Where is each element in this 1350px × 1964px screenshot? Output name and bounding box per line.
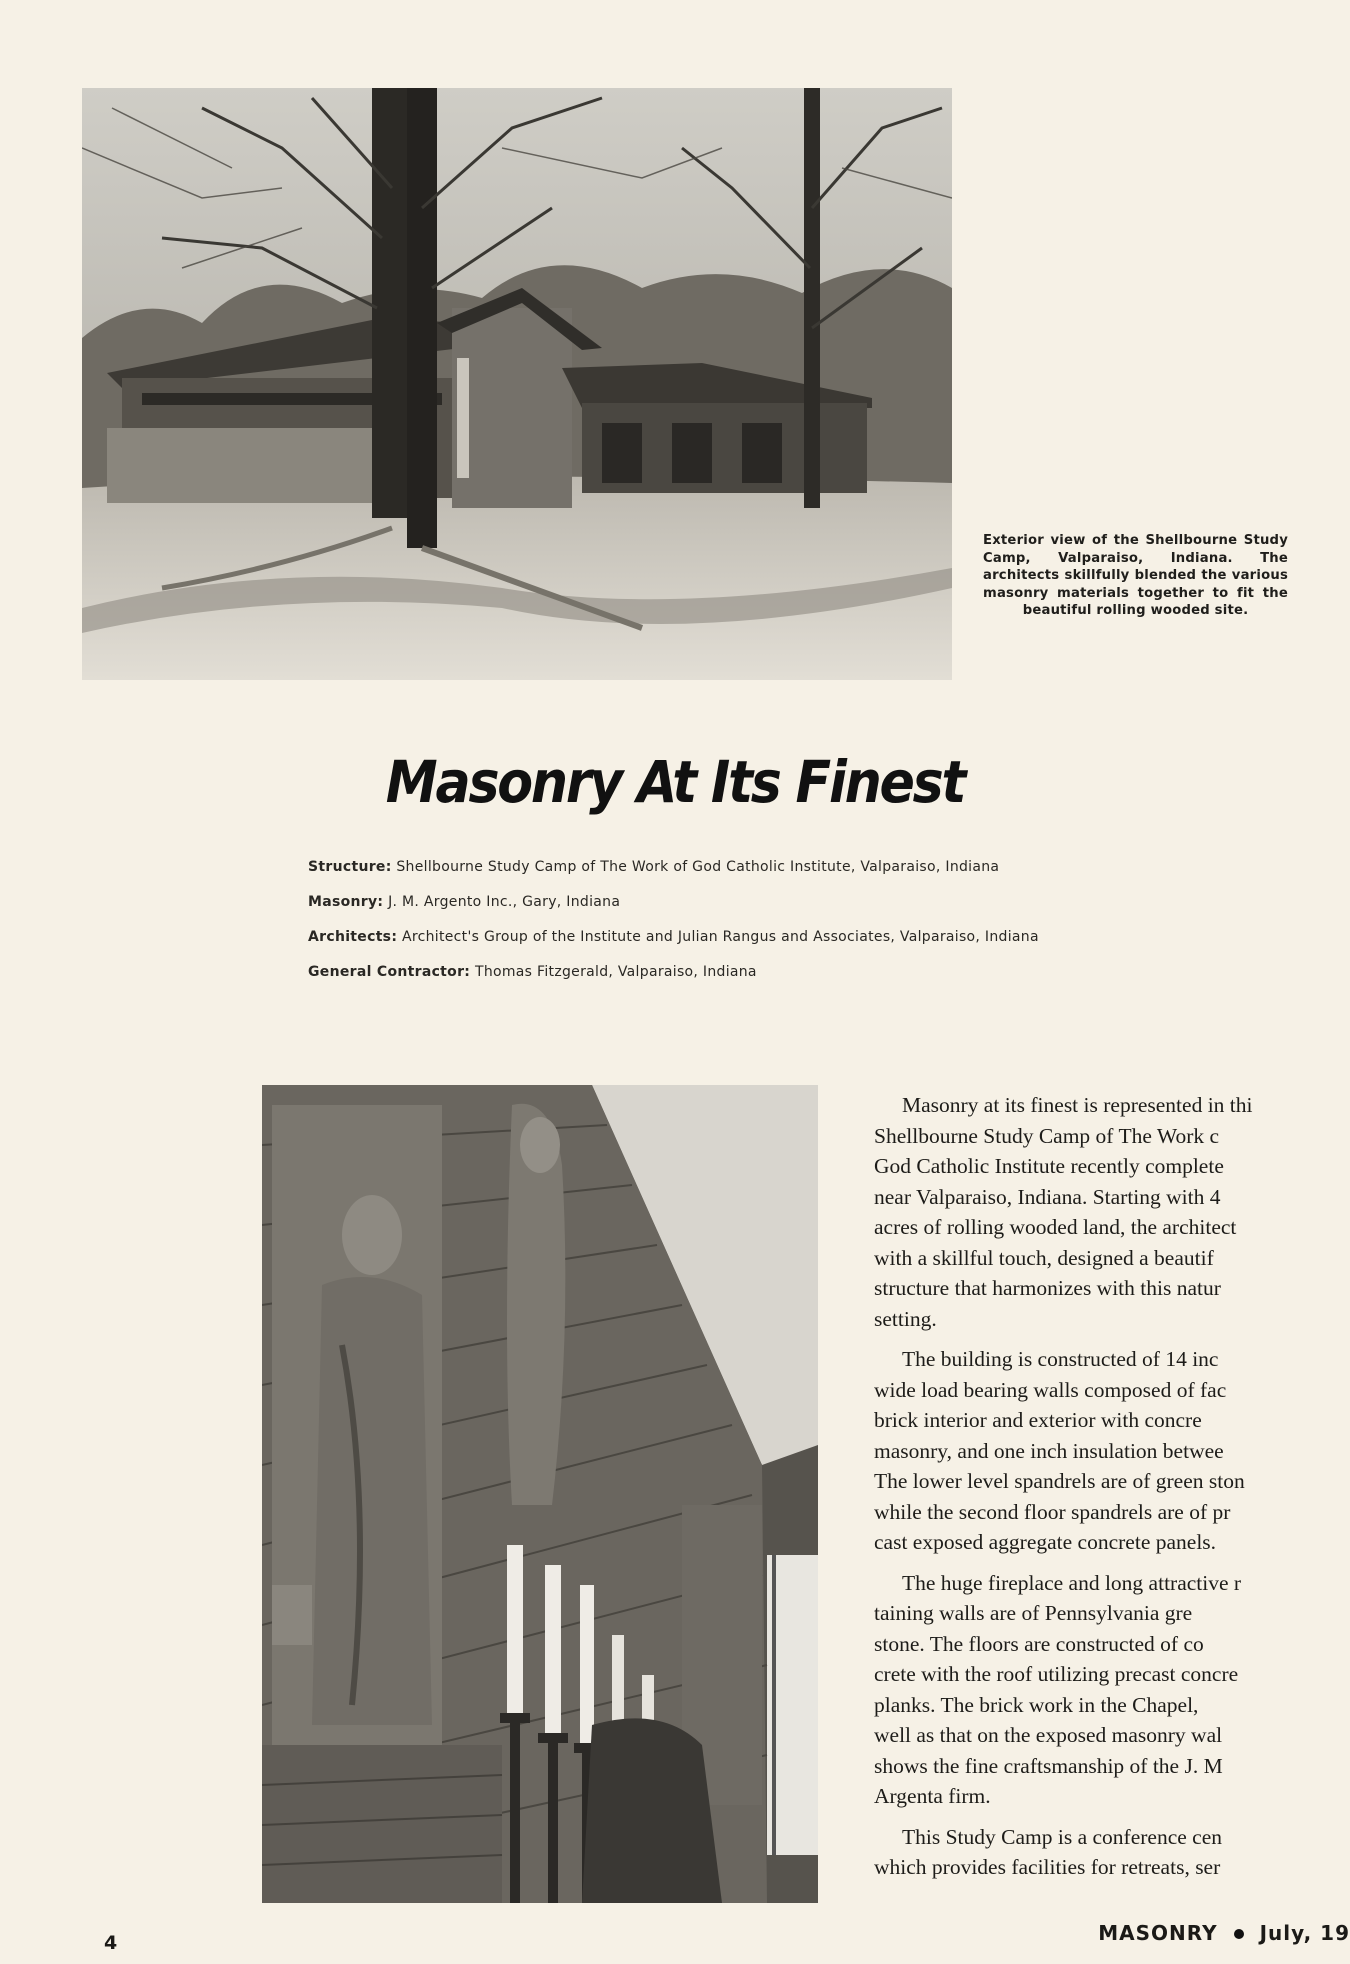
text-line: brick interior and exterior with concre <box>874 1408 1202 1432</box>
text-line: masonry, and one inch insulation betwee <box>874 1438 1224 1463</box>
credit-value: Architect's Group of the Institute and Julian Rangus and Associates, Valparaiso, Indiana <box>401 929 1039 945</box>
text-line: The huge fireplace and long attractive r <box>902 1570 1242 1595</box>
credit-structure <box>308 858 1138 877</box>
credit-value: Thomas Fitzgerald, Valparaiso, Indiana <box>474 964 757 980</box>
article-body <box>874 1090 1349 1893</box>
text-line: which provides facilities for retreats, ser <box>874 1855 1221 1879</box>
text-line: while the second floor spandrels are of pr <box>874 1499 1231 1524</box>
text-line: This Study Camp is a conference cen <box>902 1824 1223 1849</box>
page-number: 4 <box>104 1932 118 1954</box>
text-line: taining walls are of Pennsylvania gre <box>874 1601 1193 1625</box>
text-line: with a skillful touch, designed a beautif <box>874 1245 1214 1270</box>
credit-value: J. M. Argento Inc., Gary, Indiana <box>388 894 621 910</box>
text-line: structure that harmonizes with this natur <box>874 1276 1221 1300</box>
text-line: Shellbourne Study Camp of The Work c <box>874 1123 1220 1148</box>
credit-value: Shellbourne Study Camp of The Work of God Catholic Institute, Valparaiso, Indiana <box>396 859 1000 875</box>
text-line: setting. <box>874 1306 937 1331</box>
text-line: stone. The floors are constructed of co <box>874 1631 1204 1656</box>
credit-label: Masonry: <box>308 894 384 910</box>
credit-architects <box>308 928 1138 947</box>
photo-caption: Exterior view of the Shellbourne Study Camp, Valparaiso, Indiana. The architects skillfully blended the various masonry materials together to fit the beautiful rolling wooded site. <box>983 533 1288 618</box>
text-line: The lower level spandrels are of green ston <box>874 1469 1245 1493</box>
bullet-icon <box>1234 1929 1244 1939</box>
issue-date: July, 19 <box>1259 1921 1350 1945</box>
text-line: crete with the roof utilizing precast concre <box>874 1662 1239 1686</box>
text-line: Masonry at its finest is represented in thi <box>902 1093 1253 1117</box>
body-paragraph-3 <box>874 1568 1344 1812</box>
publication-name: MASONRY <box>1098 1921 1218 1945</box>
text-line: well as that on the exposed masonry wal <box>874 1723 1223 1747</box>
credit-label: Structure: <box>308 859 392 875</box>
running-footer <box>1050 1921 1350 1945</box>
project-credits <box>308 858 1138 998</box>
text-line: Argenta firm. <box>874 1784 991 1808</box>
body-paragraph-2 <box>874 1344 1344 1558</box>
text-line: shows the fine craftsmanship of the J. M <box>874 1753 1223 1778</box>
text-line: wide load bearing walls composed of fac <box>874 1377 1227 1402</box>
text-line: planks. The brick work in the Chapel, <box>874 1692 1199 1717</box>
body-paragraph-4 <box>874 1822 1344 1883</box>
article-title: Masonry At Its Finest <box>385 748 965 816</box>
credit-label: Architects: <box>308 929 398 945</box>
text-line: near Valparaiso, Indiana. Starting with 4 <box>874 1184 1221 1209</box>
exterior-photo <box>82 88 952 680</box>
chapel-interior-photo <box>262 1085 818 1903</box>
text-line: cast exposed aggregate concrete panels. <box>874 1530 1217 1554</box>
text-line: God Catholic Institute recently complete <box>874 1154 1224 1178</box>
credit-label: General Contractor: <box>308 964 471 980</box>
text-line: The building is constructed of 14 inc <box>902 1347 1219 1371</box>
text-line: acres of rolling wooded land, the architect <box>874 1215 1237 1239</box>
body-paragraph-1 <box>874 1090 1344 1334</box>
credit-masonry <box>308 893 1138 912</box>
credit-general-contractor <box>308 963 1138 982</box>
